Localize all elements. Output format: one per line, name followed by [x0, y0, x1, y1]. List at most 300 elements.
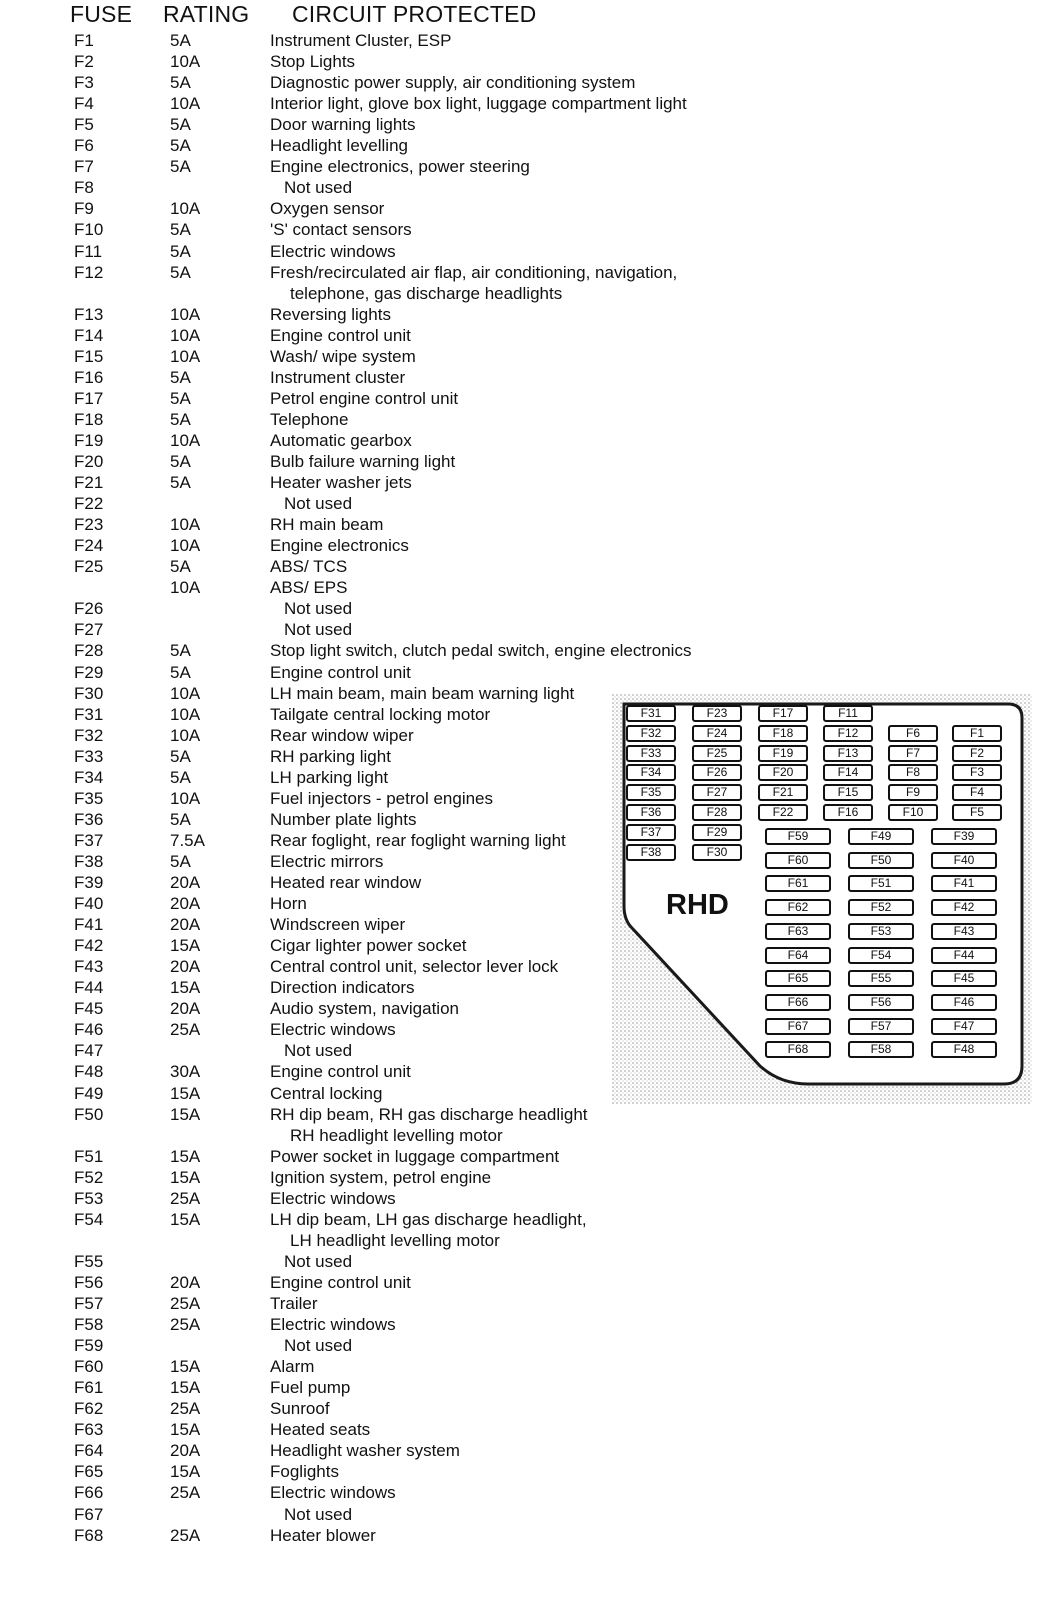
- circuit-protected: Not used: [284, 1504, 353, 1524]
- fuse-slot: F37: [626, 824, 676, 841]
- circuit-protected: Rear foglight, rear foglight warning light: [270, 830, 566, 850]
- fuse-id: F57: [74, 1294, 104, 1313]
- fuse-slot: F36: [626, 804, 676, 821]
- fuse-id: F2: [74, 52, 94, 72]
- fuse-id: F27: [74, 620, 104, 640]
- fuse-id: F50: [74, 1104, 104, 1124]
- fuse-id: F61: [74, 1378, 104, 1398]
- fuse-id: F56: [74, 1272, 104, 1292]
- fuse-slot: F16: [823, 804, 873, 821]
- circuit-protected: Not used: [284, 1336, 353, 1356]
- circuit-protected: Central locking: [270, 1083, 383, 1103]
- table-row: [0, 1061, 640, 1082]
- fuse-slot: F62: [765, 899, 831, 916]
- circuit-protected: RH headlight levelling motor: [290, 1125, 503, 1145]
- fuse-rating: 5A: [170, 452, 191, 471]
- fuse-id: F32: [74, 725, 104, 745]
- table-row: [0, 998, 640, 1019]
- circuit-protected: LH headlight levelling motor: [290, 1230, 500, 1250]
- fuse-rating: 10A: [170, 430, 201, 450]
- circuit-protected: Foglights: [270, 1462, 339, 1482]
- fuse-id: F45: [74, 999, 104, 1019]
- fuse-rating: 5A: [170, 409, 191, 429]
- table-row: [0, 430, 640, 451]
- circuit-protected: Central control unit, selector lever lock: [270, 957, 559, 977]
- circuit-protected: ABS/ TCS: [270, 557, 348, 577]
- fuse-slot: F31: [626, 705, 676, 722]
- circuit-protected: Fuel pump: [270, 1378, 351, 1398]
- table-row: [0, 1293, 640, 1314]
- fuse-id: F41: [74, 915, 104, 935]
- table-row: [0, 662, 640, 683]
- fuse-id: F4: [74, 94, 94, 114]
- fuse-slot: F34: [626, 764, 676, 781]
- circuit-protected: RH parking light: [270, 746, 391, 766]
- fuse-rating: 20A: [170, 1441, 201, 1461]
- table-row: [0, 1440, 640, 1461]
- table-row: [0, 493, 640, 514]
- fuse-id: F5: [74, 115, 94, 135]
- circuit-protected: ABS/ EPS: [270, 578, 348, 598]
- circuit-protected: Instrument Cluster, ESP: [270, 31, 452, 50]
- circuit-protected: Rear window wiper: [270, 725, 414, 745]
- fuse-rating: 10A: [170, 304, 201, 324]
- fuse-rating: 20A: [170, 999, 201, 1019]
- circuit-protected: Direction indicators: [270, 978, 415, 998]
- fuse-id: F48: [74, 1062, 104, 1082]
- fuse-slot: F60: [765, 852, 831, 869]
- table-row: [0, 346, 640, 367]
- table-row: [0, 767, 640, 788]
- table-row: [0, 851, 640, 872]
- table-row: [0, 1419, 640, 1440]
- circuit-protected: RH main beam: [270, 515, 384, 535]
- circuit-protected: Stop Lights: [270, 52, 356, 72]
- fuse-rating: 5A: [170, 662, 191, 682]
- circuit-protected: Automatic gearbox: [270, 430, 412, 450]
- fuse-rating: 10A: [170, 704, 201, 724]
- fuse-slot: F2: [952, 745, 1002, 762]
- table-row: [0, 114, 640, 135]
- table-row: [0, 472, 640, 493]
- fuse-id: F13: [74, 304, 104, 324]
- fuse-id: F55: [74, 1251, 104, 1271]
- fuse-slot: F5: [952, 804, 1002, 821]
- fuse-slot: F11: [823, 705, 873, 722]
- fuse-rating: 10A: [170, 515, 201, 535]
- table-row: [0, 156, 640, 177]
- table-row: [0, 556, 640, 577]
- circuit-protected: Heated seats: [270, 1420, 371, 1440]
- fuse-slot: F46: [931, 994, 997, 1011]
- fuse-id: F31: [74, 704, 104, 724]
- fuse-id: F25: [74, 557, 104, 577]
- fuse-rating: 20A: [170, 915, 201, 935]
- fuse-slot: F59: [765, 828, 831, 845]
- circuit-protected: Electric windows: [270, 1483, 396, 1503]
- fuse-id: F20: [74, 452, 104, 471]
- fuse-id: F6: [74, 136, 94, 156]
- fuse-rating: 15A: [170, 1420, 201, 1440]
- table-row: [0, 367, 640, 388]
- fuse-slot: F41: [931, 875, 997, 892]
- table-row: [0, 704, 640, 725]
- table-row: [0, 1104, 640, 1125]
- table-row: [0, 977, 640, 998]
- table-row: [0, 893, 640, 914]
- fuse-slot: F42: [931, 899, 997, 916]
- table-row: [0, 304, 640, 325]
- fuse-rating: 5A: [170, 388, 191, 408]
- table-row: [0, 1398, 640, 1419]
- fuse-id: F36: [74, 809, 104, 829]
- circuit-protected: Engine electronics, power steering: [270, 157, 530, 177]
- fuse-rating: 7.5A: [170, 830, 205, 850]
- fuse-id: F43: [74, 957, 104, 977]
- fuse-slot: F33: [626, 745, 676, 762]
- fuse-slot: F9: [888, 784, 938, 801]
- fuse-slot: F54: [848, 947, 914, 964]
- table-row: [0, 1040, 640, 1061]
- fuse-id: F38: [74, 851, 104, 871]
- fuse-rating: 15A: [170, 1146, 201, 1166]
- fuse-id: F33: [74, 746, 104, 766]
- fuse-rating: 5A: [170, 473, 191, 493]
- fuse-rating: 5A: [170, 851, 191, 871]
- circuit-protected: Engine control unit: [270, 325, 411, 345]
- circuit-protected: Fuel injectors - petrol engines: [270, 788, 494, 808]
- fuse-id: F12: [74, 262, 104, 282]
- circuit-protected: Headlight washer system: [270, 1441, 460, 1461]
- table-row: [0, 1019, 640, 1040]
- fuse-rating: 20A: [170, 1272, 201, 1292]
- rhd-label: RHD: [666, 889, 729, 921]
- circuit-protected: Bulb failure warning light: [270, 452, 456, 471]
- table-row: [0, 1272, 640, 1293]
- fuse-rating: 15A: [170, 936, 201, 956]
- fuse-slot: F13: [823, 745, 873, 762]
- fuse-rating: 15A: [170, 1357, 201, 1377]
- fuse-slot: F64: [765, 947, 831, 964]
- fuse-id: F21: [74, 473, 104, 493]
- circuit-protected: Cigar lighter power socket: [270, 936, 467, 956]
- fuse-id: F3: [74, 73, 94, 93]
- header-fuse: FUSE: [70, 1, 133, 27]
- fuse-rating: 10A: [170, 536, 201, 556]
- table-row: [0, 535, 640, 556]
- fuse-id: F10: [74, 220, 104, 240]
- fuse-slot: F32: [626, 725, 676, 742]
- circuit-protected: Wash/ wipe system: [270, 346, 416, 366]
- fuse-id: F44: [74, 978, 104, 998]
- fuse-slot: F51: [848, 875, 914, 892]
- fuse-rating: 10A: [170, 94, 201, 114]
- table-row: [0, 1461, 640, 1482]
- circuit-protected: Heater washer jets: [270, 473, 412, 493]
- table-row: [0, 1377, 640, 1398]
- fuse-id: F65: [74, 1462, 104, 1482]
- circuit-protected: Telephone: [270, 409, 349, 429]
- fuse-id: F7: [74, 157, 94, 177]
- table-row: [0, 914, 640, 935]
- table-row: [0, 1209, 640, 1230]
- fuse-rating: 5A: [170, 262, 191, 282]
- fuse-id: F30: [74, 683, 104, 703]
- fuse-rating: 5A: [170, 241, 191, 261]
- fuse-rating: 5A: [170, 220, 191, 240]
- fuse-id: F16: [74, 367, 104, 387]
- fuse-id: F17: [74, 388, 104, 408]
- circuit-protected: Audio system, navigation: [270, 999, 459, 1019]
- fuse-slot: F43: [931, 923, 997, 940]
- fuse-id: F49: [74, 1083, 104, 1103]
- fuse-rating: 5A: [170, 115, 191, 135]
- fuse-slot: F3: [952, 764, 1002, 781]
- fuse-slot: F25: [692, 745, 742, 762]
- fuse-slot: F65: [765, 970, 831, 987]
- fuse-id: F19: [74, 430, 104, 450]
- fuse-id: F68: [74, 1525, 104, 1545]
- circuit-protected: Engine control unit: [270, 1272, 411, 1292]
- fuse-slot: F49: [848, 828, 914, 845]
- fuse-slot: F29: [692, 824, 742, 841]
- table-row: [0, 1230, 640, 1251]
- fuse-slot: F7: [888, 745, 938, 762]
- table-row: [0, 388, 640, 409]
- fuse-rating: 10A: [170, 683, 201, 703]
- fuse-rating: 15A: [170, 1104, 201, 1124]
- fuse-id: F59: [74, 1336, 104, 1356]
- fuse-id: F58: [74, 1315, 104, 1335]
- table-row: [0, 1146, 640, 1167]
- fuse-rating: 20A: [170, 873, 201, 892]
- fuse-rating: 5A: [170, 557, 191, 577]
- fuse-slot: F55: [848, 970, 914, 987]
- circuit-protected: Electric windows: [270, 1020, 396, 1040]
- fuse-slot: F66: [765, 994, 831, 1011]
- fuse-id: F14: [74, 325, 104, 345]
- circuit-protected: Sunroof: [270, 1399, 330, 1419]
- circuit-protected: Not used: [284, 620, 353, 640]
- fuse-id: F29: [74, 662, 104, 682]
- table-row: [0, 262, 678, 283]
- table-row: [0, 325, 640, 346]
- circuit-protected: 'S' contact sensors: [270, 220, 412, 240]
- circuit-protected: Electric windows: [270, 1315, 396, 1335]
- fuse-slot: F39: [931, 828, 997, 845]
- table-row: [0, 809, 640, 830]
- fuse-slot: F8: [888, 764, 938, 781]
- fuse-rating: 5A: [170, 641, 191, 661]
- table-row: [0, 93, 687, 114]
- fuse-rating: 15A: [170, 978, 201, 998]
- table-row: [0, 1251, 640, 1272]
- fuse-id: F11: [74, 241, 103, 261]
- table-row: [0, 725, 640, 746]
- circuit-protected: Power socket in luggage compartment: [270, 1146, 560, 1166]
- fuse-slot: F38: [626, 844, 676, 861]
- fuse-slot: F21: [758, 784, 808, 801]
- fuse-id: F9: [74, 199, 94, 219]
- fuse-slot: F24: [692, 725, 742, 742]
- fuse-slot: F40: [931, 852, 997, 869]
- fuse-id: F23: [74, 515, 104, 535]
- fuse-slot: F6: [888, 725, 938, 742]
- fuse-rating: 25A: [170, 1020, 201, 1040]
- fuse-rating: 15A: [170, 1209, 201, 1229]
- fuse-id: F40: [74, 894, 104, 914]
- fuse-box-diagram: [612, 694, 1032, 1104]
- fuse-slot: F63: [765, 923, 831, 940]
- fuse-rating: 20A: [170, 894, 201, 914]
- fuse-id: F54: [74, 1209, 104, 1229]
- table-row: [0, 198, 640, 219]
- fuse-slot: F68: [765, 1041, 831, 1058]
- circuit-protected: Engine control unit: [270, 1062, 411, 1082]
- table-row: [0, 935, 640, 956]
- fuse-rating: 10A: [170, 788, 201, 808]
- fuse-slot: F14: [823, 764, 873, 781]
- circuit-protected: Trailer: [270, 1294, 318, 1313]
- circuit-protected: Not used: [284, 1251, 353, 1271]
- circuit-protected: Interior light, glove box light, luggage compartment light: [270, 94, 687, 114]
- fuse-rating: 10A: [170, 346, 201, 366]
- fuse-id: F62: [74, 1399, 104, 1419]
- fuse-slot: F18: [758, 725, 808, 742]
- fuse-slot: F12: [823, 725, 873, 742]
- circuit-protected: Windscreen wiper: [270, 915, 406, 935]
- fuse-id: F18: [74, 409, 104, 429]
- fuse-id: F51: [74, 1146, 104, 1166]
- fuse-rating: 5A: [170, 136, 191, 156]
- fuse-rating: 25A: [170, 1483, 201, 1503]
- fuse-slot: F1: [952, 725, 1002, 742]
- table-row: [0, 241, 640, 262]
- fuse-rating: 5A: [170, 367, 191, 387]
- table-row: [0, 956, 640, 977]
- circuit-protected: Not used: [284, 494, 353, 514]
- fuse-id: F39: [74, 873, 104, 892]
- circuit-protected: Stop light switch, clutch pedal switch, engine electronics: [270, 641, 692, 661]
- circuit-protected: Not used: [284, 599, 353, 619]
- header-circuit: CIRCUIT PROTECTED: [292, 1, 537, 27]
- table-row: [0, 1504, 640, 1525]
- circuit-protected: Electric windows: [270, 241, 396, 261]
- fuse-slot: F61: [765, 875, 831, 892]
- circuit-protected: Number plate lights: [270, 809, 417, 829]
- table-row: [0, 598, 640, 619]
- fuse-slot: F47: [931, 1018, 997, 1035]
- fuse-rating: 25A: [170, 1525, 201, 1545]
- circuit-protected: Tailgate central locking motor: [270, 704, 491, 724]
- table-row: [0, 1083, 640, 1104]
- fuse-slot: F48: [931, 1041, 997, 1058]
- table-row: [0, 283, 640, 304]
- fuse-rating: 25A: [170, 1399, 201, 1419]
- table-row: [0, 577, 640, 598]
- table-row: [0, 683, 640, 704]
- table-row: [0, 788, 640, 809]
- table-row: [0, 1125, 640, 1146]
- fuse-rating: 10A: [170, 199, 201, 219]
- fuse-id: F24: [74, 536, 104, 556]
- fuse-slot: F22: [758, 804, 808, 821]
- fuse-slot: F20: [758, 764, 808, 781]
- circuit-protected: Alarm: [270, 1357, 315, 1377]
- fuse-slot: F50: [848, 852, 914, 869]
- fuse-slot: F4: [952, 784, 1002, 801]
- table-row: [0, 1356, 640, 1377]
- fuse-slot: F45: [931, 970, 997, 987]
- table-row: [0, 830, 640, 851]
- circuit-protected: LH main beam, main beam warning light: [270, 683, 575, 703]
- fuse-rating: 10A: [170, 725, 201, 745]
- circuit-protected: Diagnostic power supply, air conditioning system: [270, 73, 636, 93]
- circuit-protected: Reversing lights: [270, 304, 391, 324]
- table-row: [0, 1314, 640, 1335]
- circuit-protected: Engine control unit: [270, 662, 411, 682]
- circuit-protected: Heated rear window: [270, 873, 422, 892]
- circuit-protected: Oxygen sensor: [270, 199, 385, 219]
- table-row: [0, 51, 640, 72]
- fuse-id: F26: [74, 599, 104, 619]
- fuse-rating: 5A: [170, 31, 191, 50]
- fuse-rating: 10A: [170, 325, 201, 345]
- fuse-slot: F28: [692, 804, 742, 821]
- fuse-slot: F44: [931, 947, 997, 964]
- circuit-protected: Engine electronics: [270, 536, 409, 556]
- fuse-id: F1: [74, 31, 94, 50]
- fuse-rating: 15A: [170, 1378, 201, 1398]
- fuse-rating: 25A: [170, 1294, 201, 1313]
- fuse-rating: 15A: [170, 1083, 201, 1103]
- circuit-protected: Not used: [284, 1041, 353, 1061]
- circuit-protected: Door warning lights: [270, 115, 416, 135]
- table-row: [0, 451, 640, 472]
- fuse-id: F53: [74, 1188, 104, 1208]
- circuit-protected: Electric mirrors: [270, 851, 384, 871]
- circuit-protected: Ignition system, petrol engine: [270, 1167, 492, 1187]
- table-row: [0, 135, 640, 156]
- fuse-slot: F35: [626, 784, 676, 801]
- table-row: [0, 640, 692, 661]
- fuse-id: F47: [74, 1041, 104, 1061]
- header-rating: RATING: [163, 1, 250, 27]
- fuse-id: F8: [74, 178, 94, 198]
- fuse-id: F64: [74, 1441, 104, 1461]
- fuse-id: F63: [74, 1420, 104, 1440]
- fuse-rating: 25A: [170, 1188, 201, 1208]
- circuit-protected: LH parking light: [270, 767, 389, 787]
- fuse-slot: F27: [692, 784, 742, 801]
- table-row: [0, 1525, 640, 1546]
- fuse-id: F67: [74, 1504, 104, 1524]
- fuse-rating: 30A: [170, 1062, 201, 1082]
- fuse-slot: F52: [848, 899, 914, 916]
- fuse-id: F42: [74, 936, 104, 956]
- fuse-slot: F23: [692, 705, 742, 722]
- fuse-rating: 20A: [170, 957, 201, 977]
- fuse-rating: 5A: [170, 157, 191, 177]
- table-row: [0, 219, 640, 240]
- fuse-rating: 5A: [170, 767, 191, 787]
- fuse-rating: 5A: [170, 746, 191, 766]
- fuse-slot: F53: [848, 923, 914, 940]
- circuit-protected: Fresh/recirculated air flap, air conditioning, navigation,: [270, 262, 678, 282]
- fuse-slot: F10: [888, 804, 938, 821]
- circuit-protected: Headlight levelling: [270, 136, 408, 156]
- circuit-protected: Not used: [284, 178, 353, 198]
